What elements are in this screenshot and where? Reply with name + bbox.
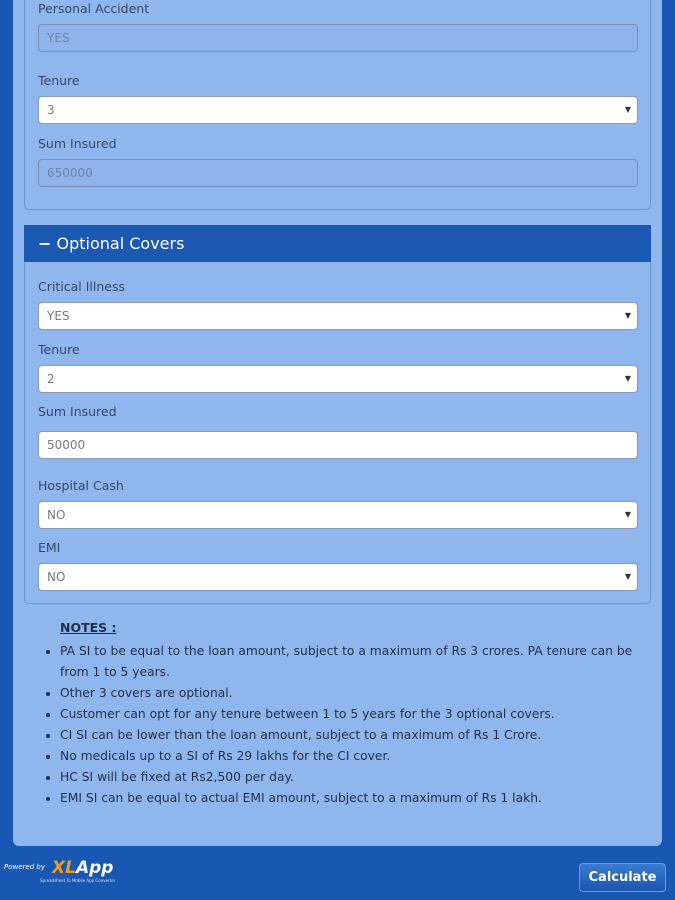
ci-label: Critical Illness [38, 279, 125, 294]
note-item: • Customer can opt for any tenure between 1 to 5 years for the 3 optional covers. [60, 704, 654, 725]
dropdown-caret-icon: ▼ [624, 572, 631, 581]
dropdown-caret-icon: ▼ [624, 374, 631, 383]
tenure-label: Tenure [38, 73, 80, 88]
hc-value: NO [47, 508, 66, 522]
note-item: • HC SI will be fixed at Rs2,500 per day. [60, 767, 654, 788]
note-item: • No medicals up to a SI of Rs 29 lakhs for the CI cover. [60, 746, 654, 767]
note-item: • PA SI to be equal to the loan amount, subject to a maximum of Rs 3 crores. PA tenure can be from 1 to 5 years. [60, 641, 654, 683]
si-field: 650000 [38, 159, 638, 187]
ci-value: YES [47, 309, 70, 323]
optional-covers-header[interactable] [24, 225, 651, 263]
logo-tagline: Spreadsheet To Mobile App Converter [40, 878, 116, 883]
dropdown-caret-icon: ▼ [624, 105, 631, 114]
tenure-value: 3 [47, 103, 55, 117]
tenure-select[interactable] [38, 96, 638, 124]
notes [44, 620, 654, 809]
calculate-button[interactable]: Calculate [579, 863, 666, 892]
emi-value: NO [47, 570, 66, 584]
emi-label: EMI [38, 540, 61, 555]
hc-select[interactable] [38, 501, 638, 529]
opt-tenure-value: 2 [47, 372, 55, 386]
logo-app: App [75, 858, 114, 878]
minus-icon: − [38, 234, 52, 253]
opt-tenure-label: Tenure [38, 342, 80, 357]
note-item: • CI SI can be lower than the loan amount, subject to a maximum of Rs 1 Crore. [60, 725, 654, 746]
dropdown-caret-icon: ▼ [624, 311, 631, 320]
pa-label: Personal Accident [38, 1, 150, 16]
section-title: Optional Covers [56, 234, 185, 253]
powered-by-text: Powered by [4, 863, 45, 871]
si-label: Sum Insured [38, 136, 117, 151]
note-item: • Other 3 covers are optional. [60, 683, 654, 704]
pa-field: YES [38, 24, 638, 52]
opt-si-input[interactable]: 50000 [38, 431, 638, 459]
ci-select[interactable] [38, 302, 638, 330]
xlapp-logo [52, 858, 113, 878]
opt-si-label: Sum Insured [38, 404, 117, 419]
logo-xl: XL [52, 858, 76, 878]
dropdown-caret-icon: ▼ [624, 510, 631, 519]
emi-select[interactable] [38, 563, 638, 591]
opt-tenure-select[interactable] [38, 365, 638, 393]
note-item: • EMI SI can be equal to actual EMI amount, subject to a maximum of Rs 1 lakh. [60, 788, 654, 809]
notes-title: NOTES : [60, 620, 117, 635]
hc-label: Hospital Cash [38, 478, 124, 493]
